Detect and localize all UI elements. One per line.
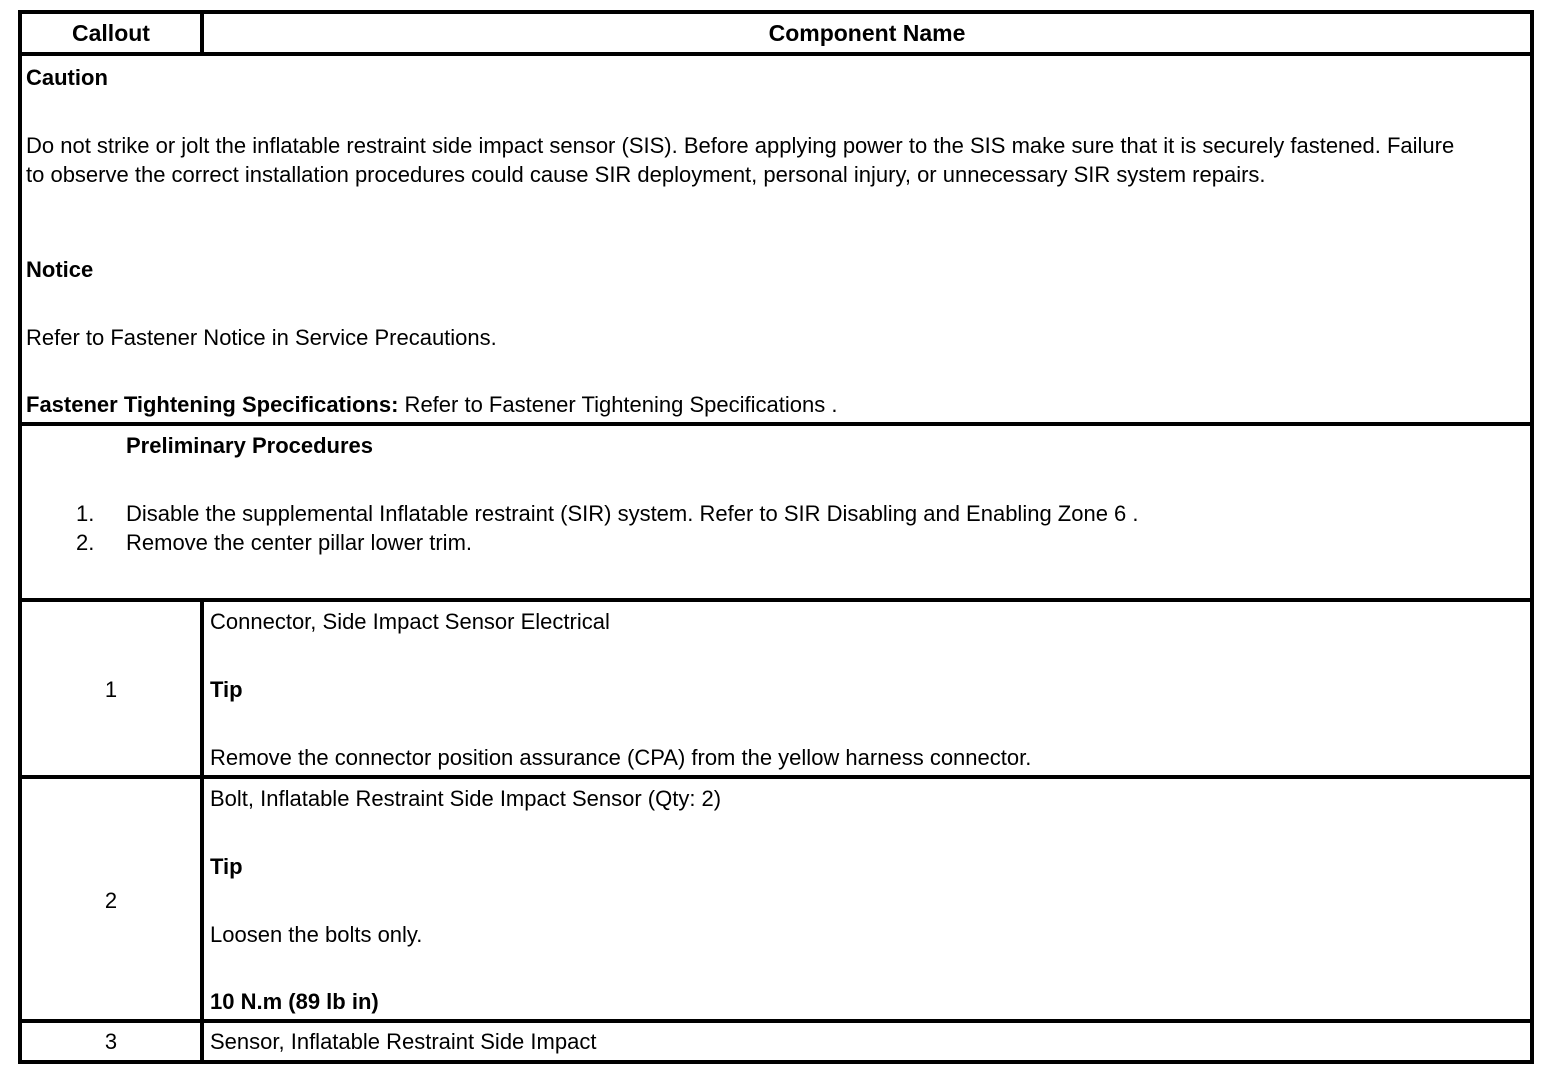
- tip-text: Remove the connector position assurance (CPA) from the yellow harness connector.: [210, 745, 1032, 770]
- callout-column-header: Callout: [22, 14, 204, 52]
- component-cell: [204, 1023, 1530, 1060]
- notice-text: Refer to Fastener Notice in Service Precautions.: [26, 325, 497, 350]
- step-number: 2.: [76, 530, 95, 555]
- preliminary-procedures-section: [22, 426, 1530, 602]
- component-name: Connector, Side Impact Sensor Electrical: [210, 609, 610, 634]
- table-row: [22, 1023, 1530, 1060]
- step-text: Disable the supplemental Inflatable restraint (SIR) system. Refer to SIR Disabling and Enabling Zone 6 .: [126, 501, 1139, 526]
- callout-cell: [22, 602, 204, 775]
- caution-text: Do not strike or jolt the inflatable restraint side impact sensor (SIS). Before applying power to the SIS make sure that it is securely fastened. Failure to observe the correct installation procedures could cause SIR deployment, personal injury, or unnecessary SIR system repairs.: [26, 133, 1455, 187]
- callout-cell: [22, 779, 204, 1019]
- callout-number: 3: [104, 1029, 118, 1054]
- tip-text: Loosen the bolts only.: [210, 922, 423, 947]
- component-name-column-header: Component Name: [768, 19, 966, 46]
- procedure-table: [18, 10, 1534, 1064]
- callout-number: 1: [104, 677, 118, 702]
- notes-section: [22, 56, 1530, 426]
- table-header: [22, 14, 1530, 56]
- fastener-spec-line: [26, 391, 837, 419]
- component-cell: [204, 779, 1530, 1019]
- callout-number: 2: [104, 888, 118, 913]
- torque-spec: 10 N.m (89 lb in): [210, 989, 379, 1014]
- tip-label: Tip: [210, 854, 243, 879]
- component-name: Bolt, Inflatable Restraint Side Impact Sensor (Qty: 2): [210, 786, 722, 811]
- fastener-spec-text: Refer to Fastener Tightening Specifications .: [398, 392, 838, 417]
- fastener-spec-label: Fastener Tightening Specifications:: [26, 392, 399, 417]
- tip-label: Tip: [210, 677, 243, 702]
- notice-title: Notice: [26, 257, 94, 282]
- table-row: [22, 779, 1530, 1023]
- step-number: 1.: [76, 501, 95, 526]
- step-text: Remove the center pillar lower trim.: [126, 530, 473, 555]
- callout-cell: [22, 1023, 204, 1060]
- table-row: [22, 602, 1530, 779]
- caution-title: Caution: [26, 65, 108, 90]
- component-name: Sensor, Inflatable Restraint Side Impact: [210, 1029, 597, 1054]
- preliminary-title: Preliminary Procedures: [126, 433, 374, 458]
- component-cell: [204, 602, 1530, 775]
